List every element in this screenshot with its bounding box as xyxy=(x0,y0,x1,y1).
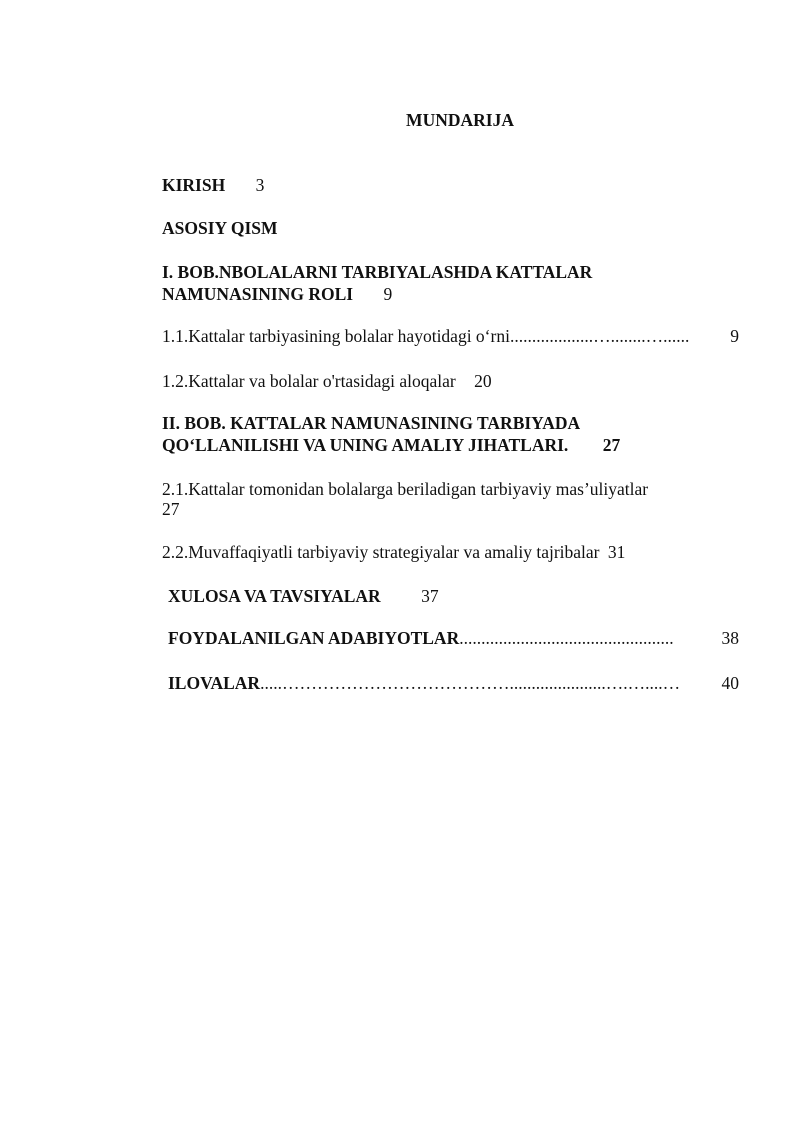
toc-entry-label: 1.2.Kattalar va bolalar o'rtasidagi aloqalar xyxy=(162,371,456,391)
toc-entry-ilovalar xyxy=(168,673,739,693)
toc-entry-label: XULOSA VA TAVSIYALAR xyxy=(168,586,381,606)
toc-leader-dots: ...................…........…...... xyxy=(509,326,690,346)
toc-entry-label: KIRISH xyxy=(162,175,226,195)
toc-entry-page: 9 xyxy=(730,326,739,346)
toc-entry-label: ILOVALAR xyxy=(168,673,261,693)
toc-entry-label: FOYDALANILGAN ADABIYOTLAR xyxy=(168,628,460,648)
toc-entry-kirish xyxy=(162,175,264,195)
toc-entry-label: QO‘LLANILISHI VA UNING AMALIY JIHATLARI. xyxy=(162,435,569,455)
toc-entry-page: 9 xyxy=(383,284,393,304)
toc-entry-xulosa xyxy=(168,586,439,606)
toc-title: MUNDARIJA xyxy=(406,110,514,130)
toc-entry-page: 40 xyxy=(721,673,739,693)
toc-entry-label: NAMUNASINING ROLI xyxy=(162,284,354,304)
toc-entry-1-1 xyxy=(162,326,739,346)
toc-entry-2-2 xyxy=(162,542,625,562)
toc-entry-page: 20 xyxy=(474,371,492,391)
toc-entry-page: 38 xyxy=(721,628,739,648)
toc-entry-1-2 xyxy=(162,371,492,391)
toc-entry-page: 37 xyxy=(421,586,439,606)
toc-entry-asosiy: ASOSIY QISM xyxy=(162,218,278,238)
toc-entry-label: 2.2.Muvaffaqiyatli tarbiyaviy strategiyalar va amaliy tajribalar xyxy=(162,542,600,562)
toc-leader-dots: ................................................. xyxy=(459,628,674,648)
toc-entry-page: 3 xyxy=(255,175,265,195)
toc-chapter1-line2 xyxy=(162,284,392,304)
toc-chapter2-line2 xyxy=(162,435,620,455)
toc-entry-2-1-page: 27 xyxy=(162,499,180,519)
toc-entry-page: 31 xyxy=(607,542,626,562)
toc-entry-foydalanilgan xyxy=(168,628,739,648)
toc-entry-label: 1.1.Kattalar tarbiyasining bolalar hayotidagi o‘rni xyxy=(162,326,510,346)
toc-leader-dots: .....…………………………………......................….…....… xyxy=(260,673,681,693)
toc-chapter1-line1: I. BOB.NBOLALARNI TARBIYALASHDA KATTALAR xyxy=(162,262,593,282)
toc-entry-page: 27 xyxy=(602,435,621,455)
toc-chapter2-line1: II. BOB. KATTALAR NAMUNASINING TARBIYADA xyxy=(162,413,581,433)
toc-entry-2-1: 2.1.Kattalar tomonidan bolalarga beriladigan tarbiyaviy mas’uliyatlar xyxy=(162,479,649,499)
